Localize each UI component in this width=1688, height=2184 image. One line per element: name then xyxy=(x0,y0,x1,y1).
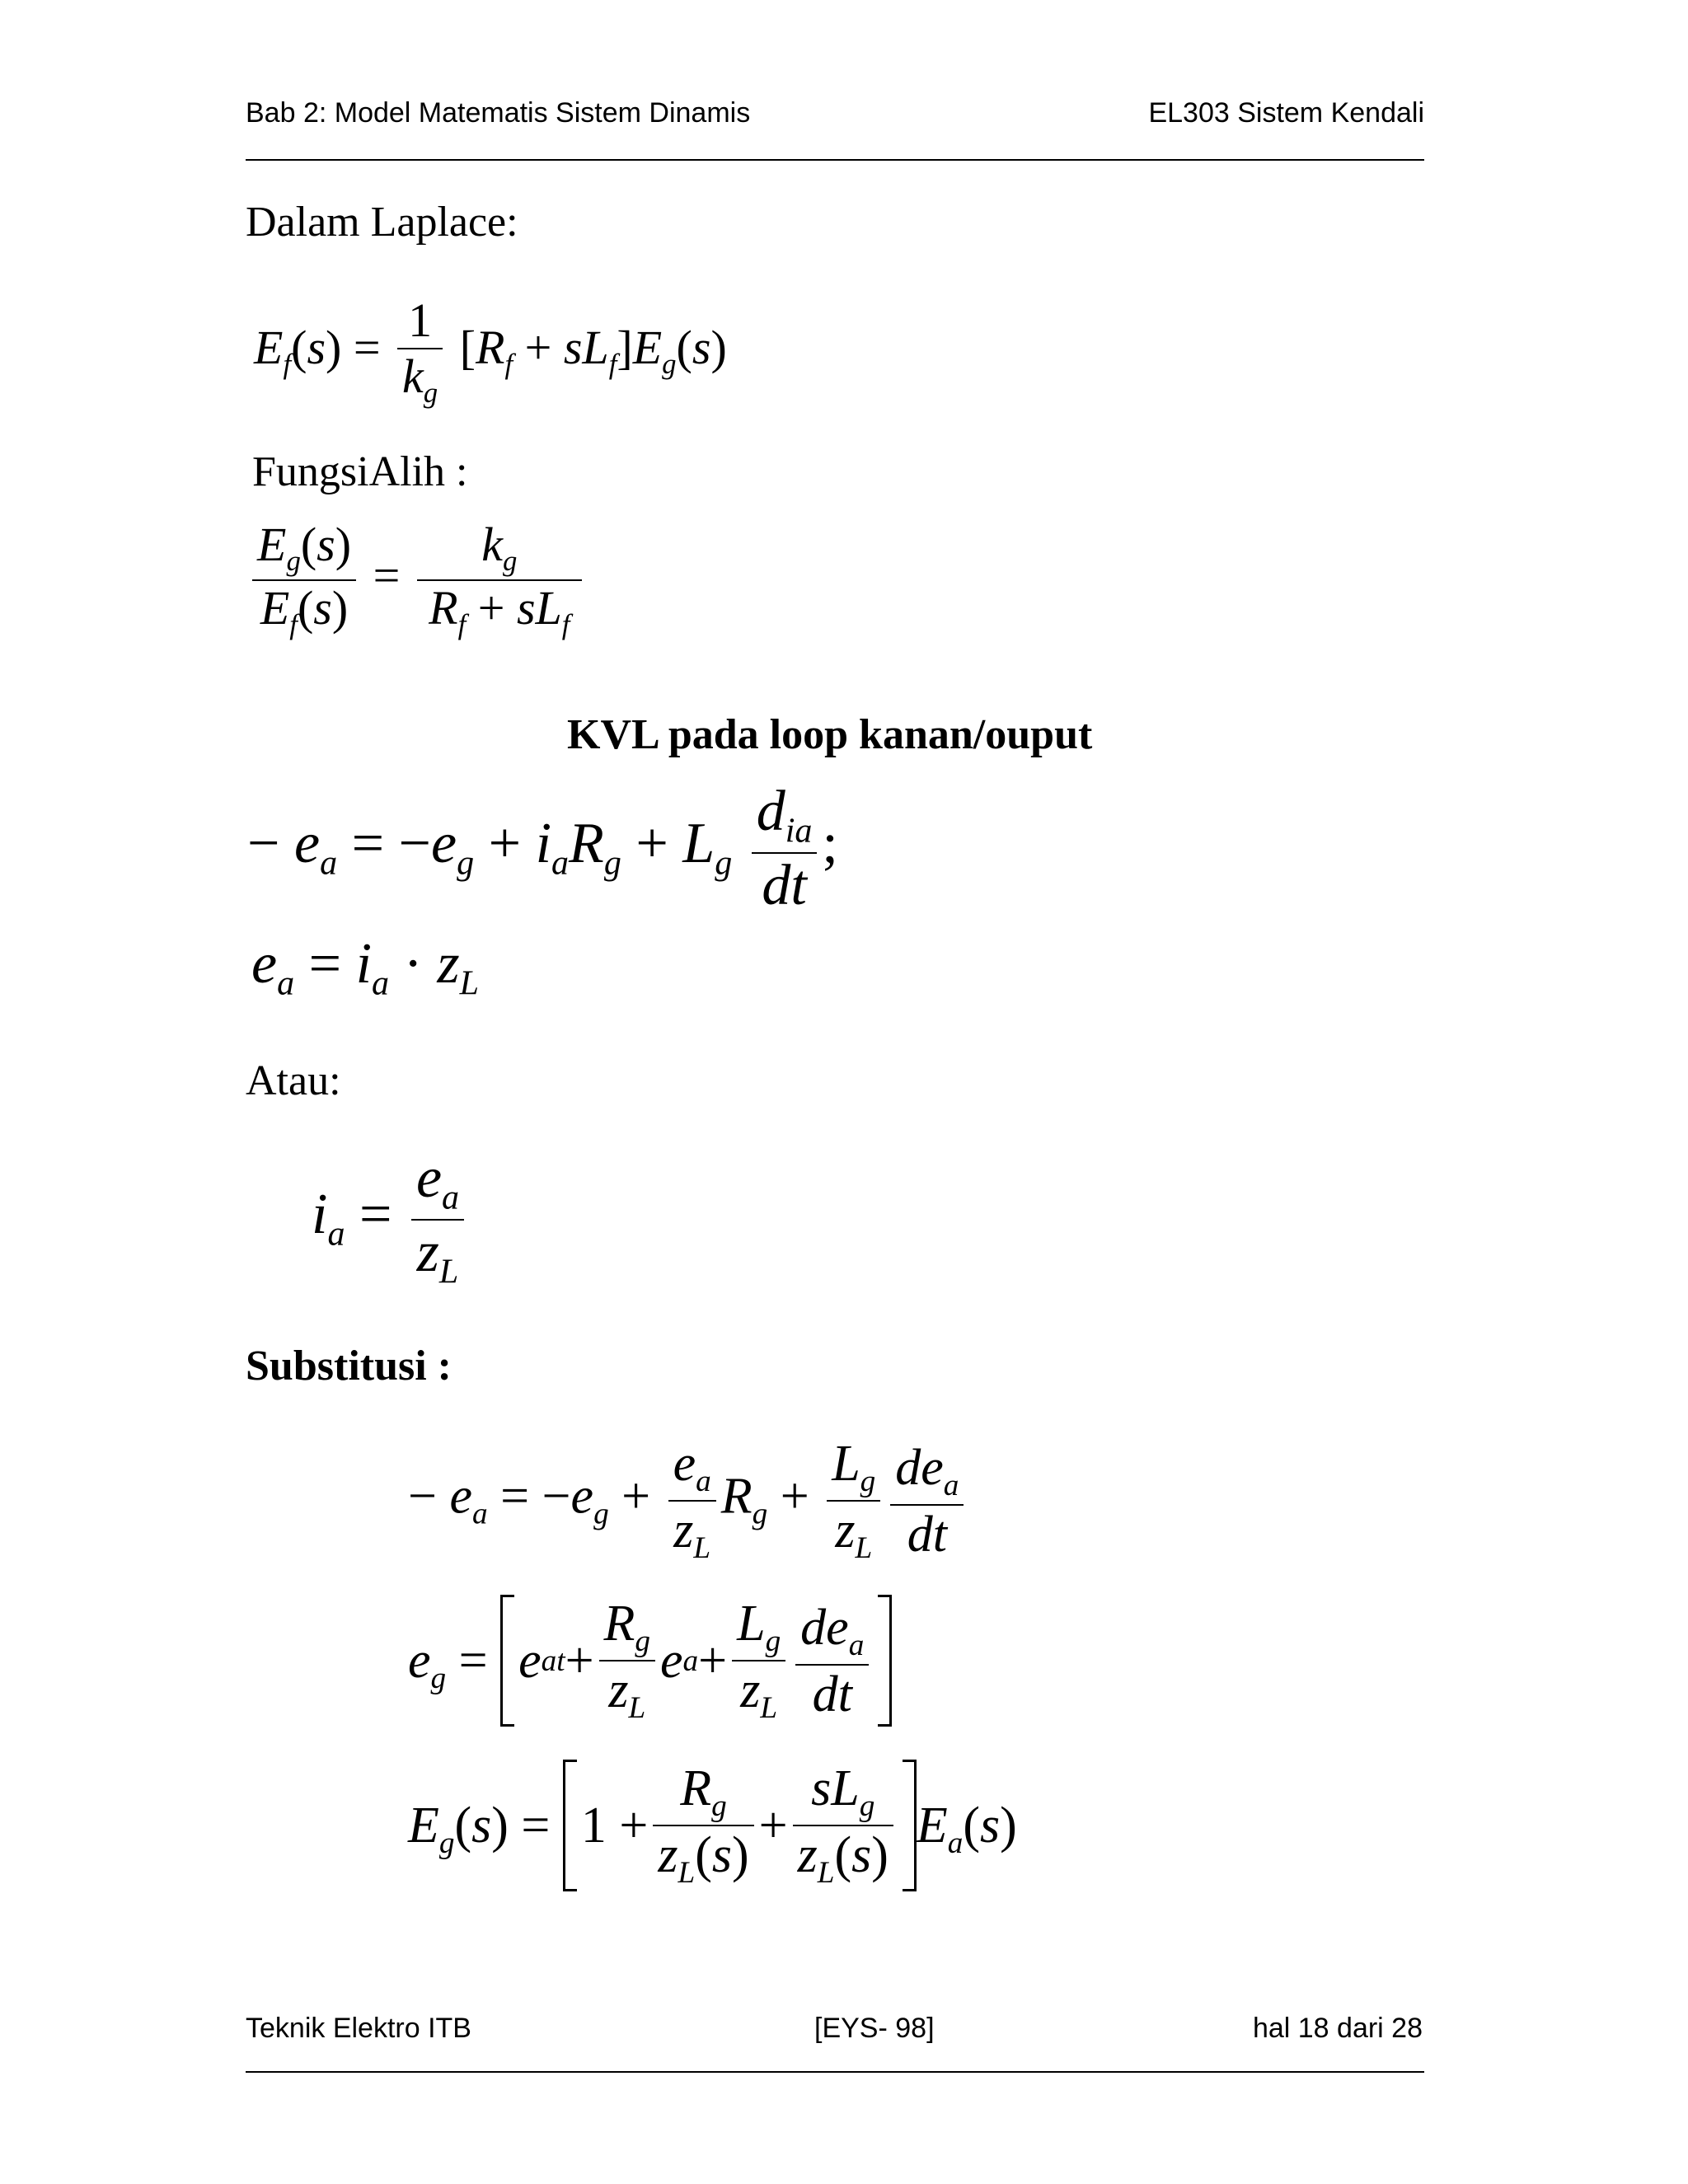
substitusi-label: Substitusi : xyxy=(246,1343,452,1390)
laplace-label: Dalam Laplace: xyxy=(246,199,518,246)
footer-page-number: hal 18 dari 28 xyxy=(1252,2013,1423,2044)
footer-reference: [EYS- 98] xyxy=(814,2013,935,2044)
footer-rule xyxy=(246,2071,1424,2073)
equation-ia: $i_a$ = $\frac{e_a}{z_L}$ xyxy=(312,1150,469,1289)
equation-transfer-function: $\frac{E_g(s)}{E_f(s)}$ = $\frac{k_g}{R_f + sL_f}$ xyxy=(247,521,587,640)
equation-kvl: − $e_a = -e_g + i_aR_g + L_g$ $\frac{d_{ia}}{dt}$ ; xyxy=(247,780,838,917)
equation-substitution-2: $e_g = e$ at + $\frac{R_g}{z_L}$ e a + $\frac{L_g}{z_L}$ $\frac{de_a}{dt}$ xyxy=(408,1595,892,1727)
header-chapter-title: Bab 2: Model Matematis Sistem Dinamis xyxy=(246,97,751,129)
footer-institution: Teknik Elektro ITB xyxy=(246,2013,471,2044)
kvl-heading: KVL pada loop kanan/ouput xyxy=(567,711,1093,758)
header-rule xyxy=(246,159,1424,161)
equation-ef-laplace: $E_f(s)$ = $\frac{1}{k_g}$ $[R_f + sL_f]E_g(s)$ xyxy=(254,293,727,410)
header-course-title: EL303 Sistem Kendali xyxy=(1148,97,1424,129)
fungsi-alih-label: FungsiAlih : xyxy=(252,448,468,495)
atau-label: Atau: xyxy=(246,1057,341,1104)
equation-substitution-1: − $e_a = -e_g$ + $\frac{e_a}{z_L}$ $R_g$ + $\frac{L_g}{z_L}$ $\frac{de_a}{dt}$ xyxy=(408,1438,968,1563)
equation-ea: $e_a = i_a \cdot z_L$ xyxy=(251,932,479,1003)
equation-substitution-3: $E_g(s)$ = 1 + $\frac{R_g}{z_L(s)}$ + $\frac{sL_g}{z_L(s)}$ $E_a(s)$ xyxy=(408,1760,1017,1891)
